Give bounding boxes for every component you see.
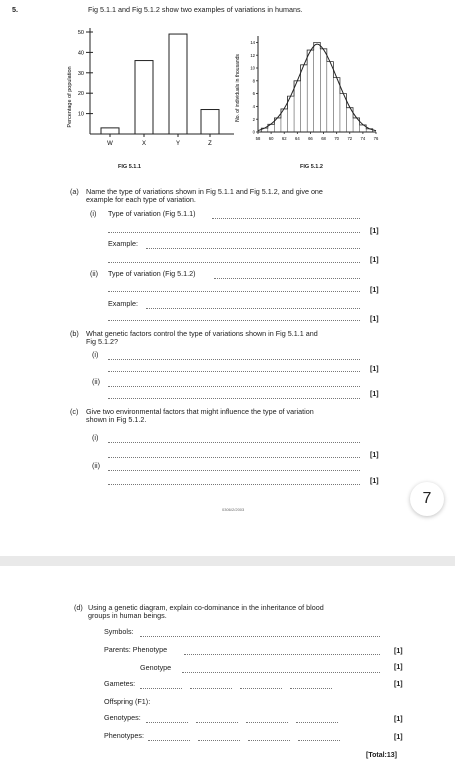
fig1-ylabel: Percentage of population bbox=[67, 66, 73, 128]
phenotype-slot-3[interactable] bbox=[248, 740, 290, 741]
fig2-ytick-label: 12 bbox=[250, 52, 255, 58]
answer-line-symbols[interactable] bbox=[140, 636, 380, 637]
fig2-bars bbox=[261, 42, 372, 132]
answer-line-c-i-2[interactable] bbox=[108, 457, 360, 458]
part-c-text-2: shown in Fig 5.1.2. bbox=[86, 415, 147, 424]
answer-line-b-ii[interactable] bbox=[108, 386, 360, 387]
fig2-ytick-label: 14 bbox=[250, 40, 255, 45]
fig2-histogram bbox=[261, 42, 372, 132]
fig1-category-label: Y bbox=[175, 141, 181, 147]
genotype-slot-1[interactable] bbox=[146, 722, 188, 723]
answer-line-a-ii[interactable] bbox=[214, 278, 360, 279]
fig2-xtick-label: 64 bbox=[294, 136, 300, 141]
part-a-ii-text: Type of variation (Fig 5.1.2) bbox=[108, 269, 196, 278]
question-number: 5. bbox=[12, 5, 18, 14]
answer-line-c-i[interactable] bbox=[108, 442, 360, 443]
mark-a-ii: [1] bbox=[370, 287, 379, 294]
fig2-xtick-label: 68 bbox=[321, 136, 326, 141]
fig2-ytick-label: 4 bbox=[252, 104, 255, 109]
fig2-xtick-label: 76 bbox=[373, 136, 379, 141]
answer-line-b-ii-2[interactable] bbox=[108, 398, 360, 399]
fig2-ytick-label: 0 bbox=[252, 129, 255, 135]
mark-parents-genotype: [1] bbox=[394, 664, 403, 671]
answer-line-b-i[interactable] bbox=[108, 359, 360, 360]
answer-line-parents-phenotype[interactable] bbox=[184, 654, 380, 655]
part-b-label: (b) bbox=[70, 329, 79, 338]
fig2-xtick-label: 74 bbox=[360, 136, 366, 141]
part-b-text-1: What genetic factors control the type of variations shown in Fig 5.1.1 and bbox=[86, 329, 318, 338]
answer-line-a-i-example[interactable] bbox=[146, 248, 360, 249]
fig2-ylabel: No. of individuals in thousands bbox=[235, 54, 241, 122]
fig1-ytick-label: 20 bbox=[77, 91, 84, 98]
fig1-ytick-label: 30 bbox=[77, 70, 84, 77]
part-c-text-1: Give two environmental factors that might influence the type of variation bbox=[86, 407, 314, 416]
part-a-i-label: (i) bbox=[90, 209, 97, 218]
mark-a-i-example: [1] bbox=[370, 257, 379, 264]
fig1-bar-y bbox=[169, 34, 187, 134]
mark-phenotypes: [1] bbox=[394, 734, 403, 741]
fig1-bar-z bbox=[201, 110, 219, 134]
figure-5-1-1 bbox=[62, 22, 240, 172]
mark-c-i: [1] bbox=[370, 452, 379, 459]
gamete-slot-1[interactable] bbox=[140, 688, 182, 689]
answer-line-a-ii-example-2[interactable] bbox=[108, 320, 360, 321]
fig1-ytick-label: 40 bbox=[77, 50, 84, 57]
gamete-slot-2[interactable] bbox=[190, 688, 232, 689]
fig1-caption: FIG 5.1.1 bbox=[118, 164, 141, 170]
part-a-ii-example: Example: bbox=[108, 299, 138, 308]
answer-line-a-i-example-2[interactable] bbox=[108, 262, 360, 263]
answer-line-c-ii-2[interactable] bbox=[108, 484, 360, 485]
phenotype-slot-1[interactable] bbox=[148, 740, 190, 741]
part-d-text-1: Using a genetic diagram, explain co-dominance in the inheritance of blood bbox=[88, 603, 324, 612]
fig1-category-label: W bbox=[107, 141, 113, 147]
answer-line-b-i-2[interactable] bbox=[108, 371, 360, 372]
mark-b-i: [1] bbox=[370, 366, 379, 373]
answer-line-parents-genotype[interactable] bbox=[182, 672, 380, 673]
mark-gametes: [1] bbox=[394, 681, 403, 688]
mark-b-ii: [1] bbox=[370, 391, 379, 398]
part-a-text-2: example for each type of variation. bbox=[86, 195, 196, 204]
fig1-ytick-label: 50 bbox=[77, 30, 84, 36]
fig2-ytick-label: 2 bbox=[252, 116, 255, 122]
fig2-ytick-label: 10 bbox=[250, 65, 255, 71]
answer-line-a-ii-2[interactable] bbox=[108, 291, 360, 292]
offspring-label: Offspring (F1): bbox=[104, 697, 151, 706]
question-intro: Fig 5.1.1 and Fig 5.1.2 show two examples of variations in humans. bbox=[88, 5, 303, 14]
fig2-xtick-label: 72 bbox=[347, 136, 353, 141]
figure-5-1-2 bbox=[232, 28, 382, 154]
fig2-ytick-label: 6 bbox=[252, 91, 255, 97]
fig2-xtick-label: 70 bbox=[334, 136, 340, 141]
gametes-label: Gametes: bbox=[104, 679, 136, 688]
parents-genotype-label: Genotype bbox=[140, 663, 172, 672]
part-a-i-example: Example: bbox=[108, 239, 138, 248]
phenotype-slot-2[interactable] bbox=[198, 740, 240, 741]
answer-line-a-ii-example[interactable] bbox=[146, 308, 360, 309]
part-a-i-text: Type of variation (Fig 5.1.1) bbox=[108, 209, 196, 218]
genotype-slot-2[interactable] bbox=[196, 722, 238, 723]
part-d-text-2: groups in human beings. bbox=[88, 611, 167, 620]
fig2-caption: FIG 5.1.2 bbox=[300, 164, 323, 170]
fig1-bar-w bbox=[101, 128, 119, 134]
part-b-ii-label: (ii) bbox=[92, 377, 100, 386]
mark-c-ii: [1] bbox=[370, 478, 379, 485]
part-c-i-label: (i) bbox=[92, 433, 99, 442]
part-a-ii-label: (ii) bbox=[90, 269, 98, 278]
page-two bbox=[0, 566, 455, 768]
mark-a-i: [1] bbox=[370, 228, 379, 235]
part-b-i-label: (i) bbox=[92, 350, 99, 359]
phenotype-slot-4[interactable] bbox=[298, 740, 340, 741]
fig1-bar-x bbox=[135, 61, 153, 134]
parents-phenotype-label: Parents: Phenotype bbox=[104, 645, 168, 654]
part-a-text-1: Name the type of variations shown in Fig 5.1.1 and Fig 5.1.2, and give one bbox=[86, 187, 323, 196]
part-d-label: (d) bbox=[74, 603, 83, 612]
mark-genotypes: [1] bbox=[394, 716, 403, 723]
gamete-slot-4[interactable] bbox=[290, 688, 332, 689]
genotypes-label: Genotypes: bbox=[104, 713, 141, 722]
mark-parents-phenotype: [1] bbox=[394, 648, 403, 655]
genotype-slot-4[interactable] bbox=[296, 722, 338, 723]
answer-line-a-i[interactable] bbox=[212, 218, 360, 219]
fig1-bars bbox=[101, 34, 219, 134]
genotype-slot-3[interactable] bbox=[246, 722, 288, 723]
phenotypes-label: Phenotypes: bbox=[104, 731, 144, 740]
fig2-ytick-label: 8 bbox=[252, 78, 255, 84]
fig1-category-label: X bbox=[141, 141, 147, 147]
fig2-xtick-label: 62 bbox=[281, 136, 287, 141]
fig1-category-label: Z bbox=[208, 141, 212, 147]
footer-code: 0306/2/2003 bbox=[222, 507, 245, 512]
fig1-ytick-label: 10 bbox=[77, 111, 84, 118]
answer-line-c-ii[interactable] bbox=[108, 470, 360, 471]
fig2-xtick-label: 58 bbox=[255, 136, 261, 141]
fig2-xtick-label: 66 bbox=[308, 136, 313, 141]
page-number-badge: 7 bbox=[410, 482, 444, 516]
answer-line-a-i-2[interactable] bbox=[108, 232, 360, 233]
part-a-label: (a) bbox=[70, 187, 79, 196]
part-c-ii-label: (ii) bbox=[92, 461, 100, 470]
part-b-text-2: Fig 5.1.2? bbox=[86, 337, 118, 346]
part-c-label: (c) bbox=[70, 407, 79, 416]
total-marks: [Total:13] bbox=[366, 752, 397, 759]
fig2-xtick-label: 60 bbox=[268, 136, 274, 141]
symbols-label: Symbols: bbox=[104, 627, 134, 636]
mark-a-ii-example: [1] bbox=[370, 316, 379, 323]
gamete-slot-3[interactable] bbox=[240, 688, 282, 689]
